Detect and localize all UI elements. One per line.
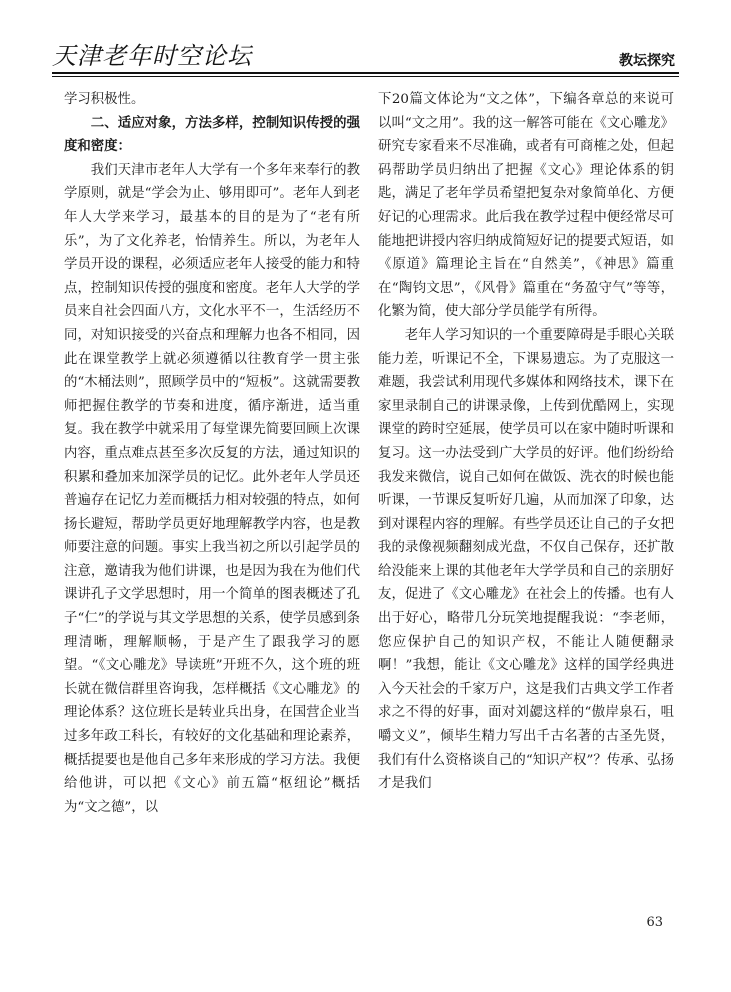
page-number: 63 bbox=[646, 915, 663, 930]
left-column bbox=[64, 88, 360, 819]
header-rule-thick bbox=[52, 72, 679, 74]
paragraph-continuation: 下20篇文体论为“文之体”，下编各章总的来说可以叫“文之用”。我的这一解答可能在《文心雕龙》研究专家看来不尽准确，或者有可商榷之处，但起码帮助学员归纳出了把握《文心》理论体系的钥匙，满足了老年学员希望把复杂对象简单化、方便好记的心理需求。此后我在教学过程中便经常尽可能地把讲授内容归纳成简短好记的提要式短语，如《原道》篇理论主旨在“自然美”，《神思》篇重在“陶钧文思”，《风骨》篇重在“务盈守气”等等，化繁为简，使大部分学员能学有所得。 bbox=[378, 92, 674, 320]
header-rule-thin bbox=[52, 76, 679, 77]
paragraph: 我们天津市老年人大学有一个多年来奉行的教学原则，就是“学会为止、够用即可”。老年人到老年人大学来学习，最基本的目的是为了“老有所乐”，为了文化养老，怡情养生。所以，为老年人学员开设的课程，必须适应老年人接受的能力和特点，控制知识传授的强度和密度。老年人大学的学员来自社会四面八方，文化水平不一，生活经历不同，对知识接受的兴奋点和理解力也各不相同，因此在课堂教学上就必须遵循以往教育学一贯主张的“木桶法则”，照顾学员中的“短板”。这就需要教师把握住教学的节奏和进度，循序渐进，适当重复。我在教学中就采用了每堂课先简要回顾上次课内容，重点难点甚至多次反复的方法，通过知识的积累和叠加来加深学员的记忆。此外老年人学员还普遍存在记忆力差而概括力相对较强的特点，如何扬长避短，帮助学员更好地理解教学内容，也是教师要注意的问题。事实上我当初之所以引起学员的注意，邀请我为他们讲课，也是因为我在为他们代课讲孔子文学思想时，用一个简单的图表概述了孔子“仁”的学说与其文学思想的关系，使学员感到条理清晰，理解顺畅，于是产生了跟我学习的愿望。“《文心雕龙》导读班”开班不久，这个班的班长就在微信群里咨询我，怎样概括《文心雕龙》的理论体系？这位班长是转业兵出身，在国营企业当过多年政工科长，有较好的文化基础和理论素养，概括提要也是他自己多年来形成的学习方法。我便给他讲，可以把《文心》前五篇“枢纽论”概括为“文之德”，以 bbox=[64, 162, 360, 815]
right-column bbox=[378, 88, 674, 796]
paragraph: 老年人学习知识的一个重要障碍是手眼心关联能力差，听课记不全，下课易遗忘。为了克服这一难题，我尝试利用现代多媒体和网络技术，课下在家里录制自己的讲课录像，上传到优酷网上，实现课堂的跨时空延展，使学员可以在家中随时听课和复习。这一办法受到广大学员的好评。他们纷纷给我发来微信，说自己如何在做饭、洗衣的时候也能听课，一节课反复听好几遍，从而加深了印象，达到对课程内容的理解。有些学员还让自己的子女把我的录像视频翻刻成光盘，不仅自己保存，还扩散给没能来上课的其他老年大学学员和自己的亲朋好友，促进了《文心雕龙》在社会上的传播。也有人出于好心，略带几分玩笑地提醒我说：“李老师，您应保护自己的知识产权，不能让人随便翻录啊！”我想，能让《文心雕龙》这样的国学经典进入今天社会的千家万户，这是我们古典文学工作者求之不得的好事，面对刘勰这样的“傲岸泉石，咀嚼文义”，倾毕生精力写出千古名著的古圣先贤，我们有什么资格谈自己的“知识产权”？传承、弘扬才是我们 bbox=[378, 327, 674, 792]
section-heading: 二、适应对象，方法多样，控制知识传授的强度和密度： bbox=[64, 115, 360, 155]
paragraph-continuation: 学习积极性。 bbox=[64, 92, 145, 107]
masthead-logo: 天津老年时空论坛 bbox=[52, 42, 252, 70]
section-label: 教坛探究 bbox=[619, 53, 675, 69]
